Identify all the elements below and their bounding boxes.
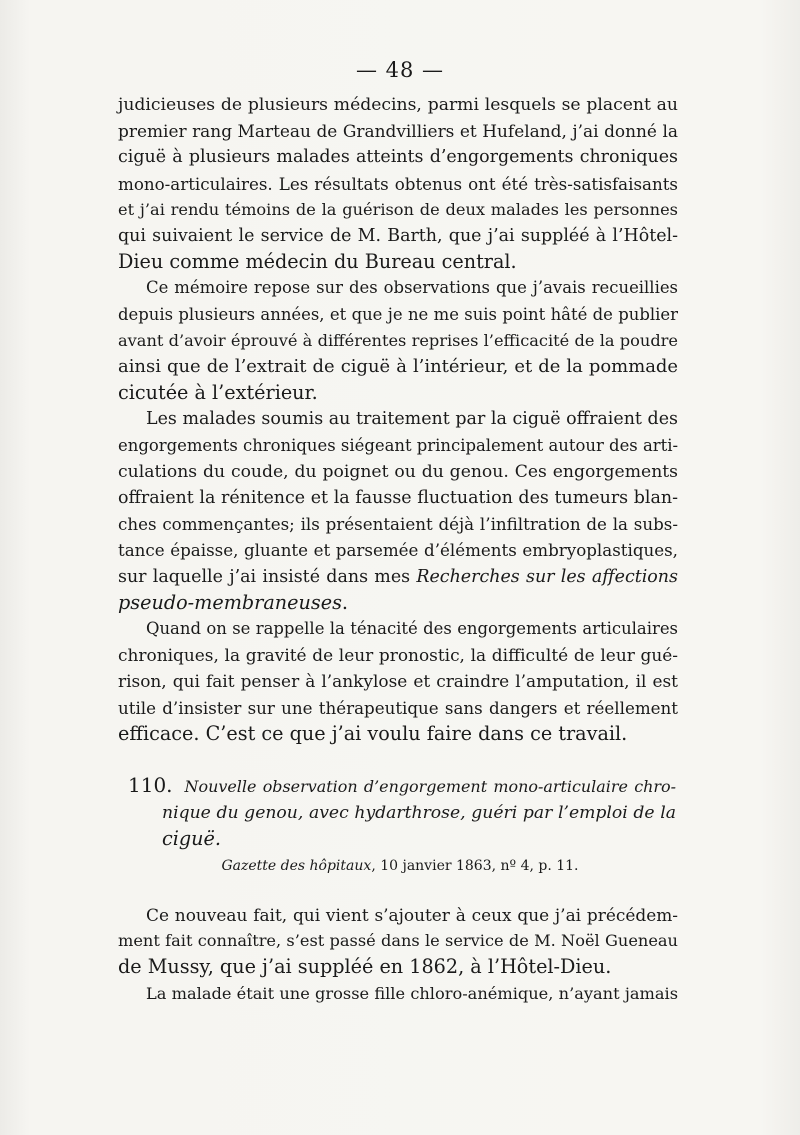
text-fragment: sur laquelle j’ai insisté dans mes	[118, 566, 417, 587]
text-line: Ce nouveau fait, qui vient s’ajouter à ceux que j’ai précédem-	[146, 905, 678, 925]
text-fragment: .	[341, 590, 349, 614]
citation	[0, 858, 800, 874]
text-line: Dieu comme médecin du Bureau central.	[118, 250, 517, 274]
paragraph-2	[118, 275, 678, 406]
text-line: rison, qui fait penser à l’ankylose et craindre l’amputation, il est	[118, 671, 678, 692]
paragraph-1	[118, 92, 678, 275]
text-line: engorgements chroniques siégeant principalement autour des arti-	[118, 435, 679, 455]
text-line: avant d’avoir éprouvé à différentes reprises l’efficacité de la poudre	[118, 330, 678, 350]
section-number: 110.	[128, 773, 173, 797]
main-text-continued	[118, 902, 678, 1007]
text-line: tance épaisse, gluante et parsemée d’éléments embryoplastiques,	[118, 540, 678, 561]
text-line: mono-articulaires. Les résultats obtenus ont été très-satisfaisants	[118, 173, 678, 194]
section-title-fragment: Nouvelle observation d’engorgement mono-articulaire chro-	[184, 777, 676, 796]
text-line: offraient la rénitence et la fausse fluctuation des tumeurs blan-	[118, 488, 678, 509]
text-line: ment fait connaître, s’est passé dans le service de M. Noël Gueneau	[118, 931, 678, 951]
text-line: ainsi que de l’extrait de ciguë à l’intérieur, et de la pommade	[118, 356, 678, 378]
book-title-fragment: pseudo-membraneuses	[118, 590, 342, 614]
paragraph-5	[118, 902, 678, 981]
text-line: et j’ai rendu témoins de la guérison de deux malades les personnes	[118, 199, 678, 219]
citation-details: , 10 janvier 1863, nº 4, p. 11.	[371, 858, 579, 874]
text-line: depuis plusieurs années, et que je ne me suis point hâté de publier	[118, 304, 678, 324]
text-line: utile d’insister sur une thérapeutique sans dangers et réellement	[118, 697, 678, 718]
text-line: premier rang Marteau de Grandvilliers et Hufeland, j’ai donné la	[118, 121, 678, 142]
text-line: ches commençantes; ils présentaient déjà l’infiltration de la subs-	[118, 514, 678, 535]
section-heading	[128, 772, 676, 852]
paragraph-3	[118, 406, 678, 616]
book-title-fragment: Recherches sur les affections	[416, 566, 678, 587]
text-line-mixed	[118, 564, 678, 590]
text-line: Quand on se rappelle la ténacité des engorgements articulaires	[146, 619, 678, 639]
text-line-mixed	[118, 590, 678, 616]
text-line: La malade était une grosse fille chloro-anémique, n’ayant jamais	[146, 983, 678, 1003]
paragraph-6	[118, 981, 678, 1007]
text-line: qui suivaient le service de M. Barth, que j’ai suppléé à l’Hôtel-	[118, 226, 678, 247]
text-line: Ce mémoire repose sur des observations que j’avais recueillies	[146, 278, 678, 298]
text-line: efficace. C’est ce que j’ai voulu faire dans ce travail.	[118, 721, 628, 745]
text-line: cicutée à l’extérieur.	[118, 381, 318, 405]
text-line: culations du coude, du poignet ou du genou. Ces engorgements	[118, 461, 678, 482]
page-number: — 48 —	[355, 58, 445, 82]
text-line: judicieuses de plusieurs médecins, parmi lesquels se placent au	[118, 95, 678, 115]
text-line: de Mussy, que j’ai suppléé en 1862, à l’Hôtel-Dieu.	[118, 955, 612, 979]
text-line: chroniques, la gravité de leur pronostic, la difficulté de leur gué-	[118, 645, 678, 666]
text-line: Les malades soumis au traitement par la ciguë offraient des	[146, 409, 678, 430]
section-title-line: nique du genou, avec hydarthrose, guéri par l’emploi de la	[162, 803, 676, 823]
text-line: ciguë à plusieurs malades atteints d’engorgements chroniques	[118, 147, 678, 168]
section-title-line: ciguë.	[162, 827, 221, 850]
paragraph-4	[118, 616, 678, 747]
main-text	[118, 92, 678, 747]
citation-source: Gazette des hôpitaux	[221, 858, 372, 874]
section-title-line	[128, 772, 676, 800]
